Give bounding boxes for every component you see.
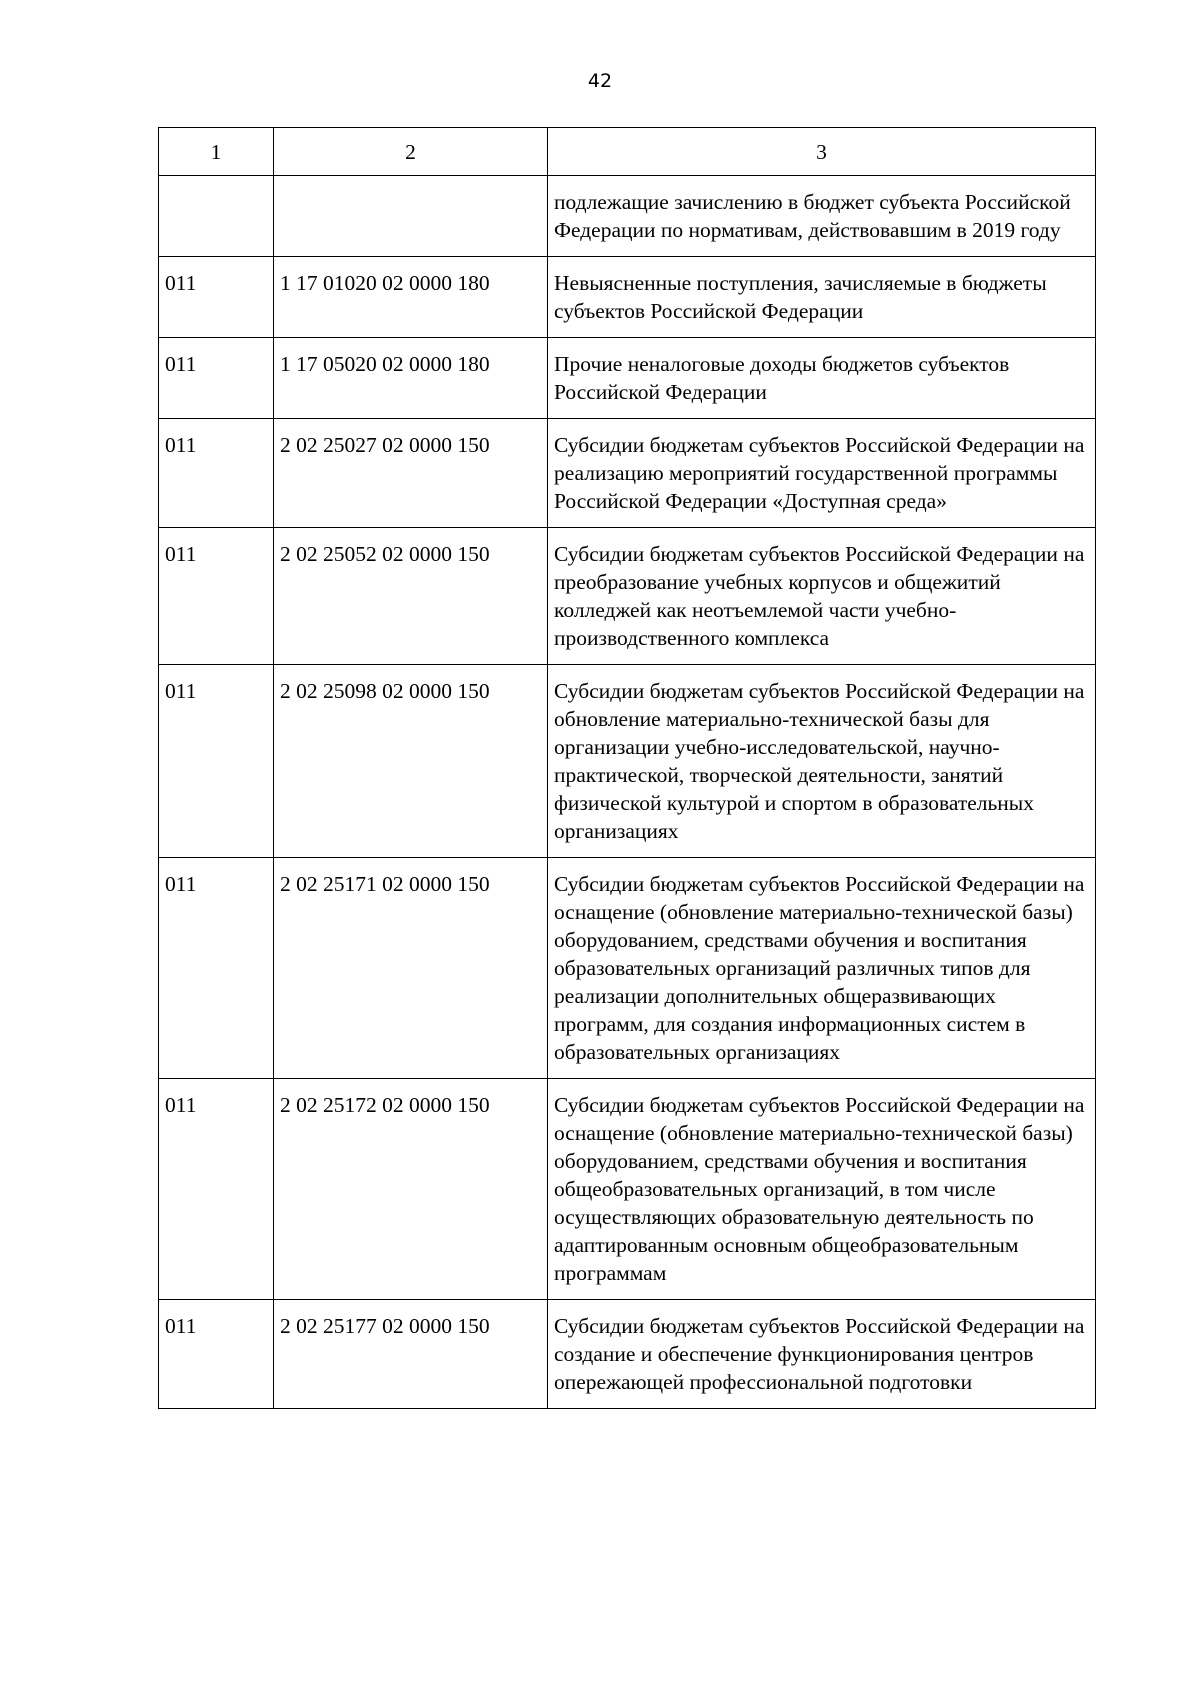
description-cell: Субсидии бюджетам субъектов Российской Федерации на оснащение (обновление материально-технической базы) оборудованием, средствами обучения и воспитания общеобразовательных организаций, в том числе осуществляющих образовательную деятельность по адаптированным основным общеобразовательным программам xyxy=(548,1079,1096,1300)
admin-code-cell xyxy=(159,176,274,257)
column-header-admin: 1 xyxy=(159,128,274,176)
admin-code-cell: 011 xyxy=(159,338,274,419)
description-cell: Субсидии бюджетам субъектов Российской Федерации на оснащение (обновление материально-технической базы) оборудованием, средствами обучения и воспитания образовательных организаций различных типов для реализации дополнительных общеразвивающих программ, для создания информационных систем в образовательных организациях xyxy=(548,858,1096,1079)
description-cell: Субсидии бюджетам субъектов Российской Федерации на создание и обеспечение функционирования центров опережающей профессиональной подготовки xyxy=(548,1300,1096,1409)
budget-code-cell: 1 17 01020 02 0000 180 xyxy=(274,257,548,338)
budget-code-cell: 1 17 05020 02 0000 180 xyxy=(274,338,548,419)
admin-code-cell: 011 xyxy=(159,1300,274,1409)
budget-code-cell: 2 02 25172 02 0000 150 xyxy=(274,1079,548,1300)
budget-code-cell: 2 02 25098 02 0000 150 xyxy=(274,665,548,858)
column-header-description: 3 xyxy=(548,128,1096,176)
description-cell: Субсидии бюджетам субъектов Российской Федерации на обновление материально-технической базы для организации учебно-исследовательской, научно-практической, творческой деятельности, занятий физической культурой и спортом в образовательных организациях xyxy=(548,665,1096,858)
table-row xyxy=(159,858,1096,1079)
admin-code-cell: 011 xyxy=(159,1079,274,1300)
table-row xyxy=(159,419,1096,528)
table-row xyxy=(159,528,1096,665)
table-row xyxy=(159,176,1096,257)
table-row xyxy=(159,665,1096,858)
description-cell: Субсидии бюджетам субъектов Российской Федерации на реализацию мероприятий государственной программы Российской Федерации «Доступная среда» xyxy=(548,419,1096,528)
budget-code-cell xyxy=(274,176,548,257)
table-row xyxy=(159,1079,1096,1300)
column-header-code: 2 xyxy=(274,128,548,176)
table-row xyxy=(159,1300,1096,1409)
budget-code-cell: 2 02 25177 02 0000 150 xyxy=(274,1300,548,1409)
budget-code-cell: 2 02 25052 02 0000 150 xyxy=(274,528,548,665)
admin-code-cell: 011 xyxy=(159,858,274,1079)
budget-classification-table xyxy=(158,127,1096,1409)
budget-code-cell: 2 02 25171 02 0000 150 xyxy=(274,858,548,1079)
admin-code-cell: 011 xyxy=(159,257,274,338)
description-cell: Прочие неналоговые доходы бюджетов субъектов Российской Федерации xyxy=(548,338,1096,419)
table-row xyxy=(159,338,1096,419)
budget-code-cell: 2 02 25027 02 0000 150 xyxy=(274,419,548,528)
admin-code-cell: 011 xyxy=(159,419,274,528)
page-number: 42 xyxy=(587,70,613,92)
description-cell: подлежащие зачислению в бюджет субъекта Российской Федерации по нормативам, действовавшим в 2019 году xyxy=(548,176,1096,257)
admin-code-cell: 011 xyxy=(159,665,274,858)
table-row xyxy=(159,257,1096,338)
admin-code-cell: 011 xyxy=(159,528,274,665)
description-cell: Невыясненные поступления, зачисляемые в бюджеты субъектов Российской Федерации xyxy=(548,257,1096,338)
description-cell: Субсидии бюджетам субъектов Российской Федерации на преобразование учебных корпусов и общежитий колледжей как неотъемлемой части учебно-производственного комплекса xyxy=(548,528,1096,665)
table-header-row xyxy=(159,128,1096,176)
